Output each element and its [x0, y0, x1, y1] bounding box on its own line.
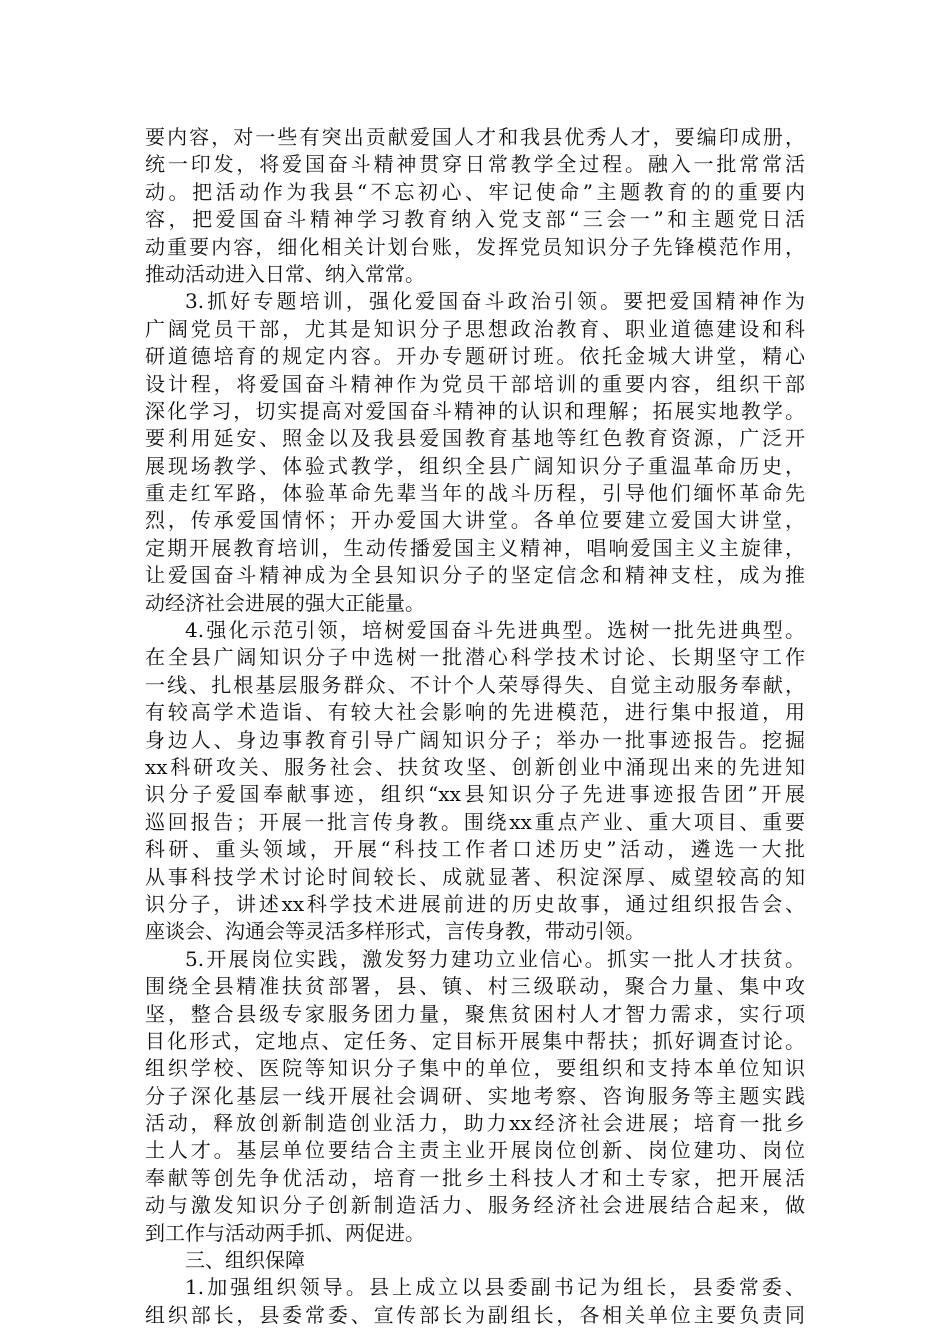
text-line: 容，把爱国奋斗精神学习教育纳入党支部“三会一”和主题党日活 — [145, 207, 805, 232]
text-line: 5.开展岗位实践，激发努力建功立业信心。抓实一批人才扶贫。 — [185, 946, 805, 971]
text-line: 动经济社会进展的强大正能量。 — [145, 590, 425, 615]
text-line: 广阔党员干部，尤其是知识分子思想政治教育、职业道德建设和科 — [145, 316, 805, 341]
text-line: 研道德培育的规定内容。开办专题研讨班。依托金城大讲堂，精心 — [145, 344, 805, 369]
text-line: 目化形式，定地点、定任务、定目标开展集中帮扶；抓好调查讨论。 — [145, 1028, 805, 1053]
text-line: 展现场教学、体验式教学，组织全县广阔知识分子重温革命历史， — [145, 453, 805, 478]
text-line: 土人才。基层单位要结合主责主业开展岗位创新、岗位建功、岗位 — [145, 1138, 805, 1163]
text-line: 有较高学术造诣、有较大社会影响的先进模范，进行集中报道，用 — [145, 700, 805, 725]
document-page — [145, 124, 805, 1329]
text-line: 统一印发，将爱国奋斗精神贯穿日常教学全过程。融入一批常常活 — [145, 152, 805, 177]
text-line: 分子深化基层一线开展社会调研、实地考察、咨询服务等主题实践 — [145, 1083, 805, 1108]
text-line: 深化学习，切实提高对爱国奋斗精神的认识和理解；拓展实地教学。 — [145, 398, 805, 423]
text-line: 动与激发知识分子创新制造活力、服务经济社会进展结合起来，做 — [145, 1193, 805, 1218]
text-line: xx科研攻关、服务社会、扶贫攻坚、创新创业中涌现出来的先进知 — [145, 754, 805, 779]
text-line: 围绕全县精准扶贫部署，县、镇、村三级联动，聚合力量、集中攻 — [145, 974, 805, 999]
text-line: 身边人、身边事教育引导广阔知识分子；举办一批事迹报告。挖掘 — [145, 727, 805, 752]
text-line: 组织部长，县委常委、宣传部长为副组长，各相关单位主要负责同 — [145, 1302, 805, 1327]
text-line: 烈，传承爱国情怀；开办爱国大讲堂。各单位要建立爱国大讲堂， — [145, 508, 805, 533]
text-line: 让爱国奋斗精神成为全县知识分子的坚定信念和精神支柱，成为推 — [145, 563, 805, 588]
text-line: 推动活动进入日常、纳入常常。 — [145, 261, 425, 286]
text-line: 识分子爱国奉献事迹，组织“xx县知识分子先进事迹报告团”开展 — [145, 782, 805, 807]
text-line: 三、组织保障 — [185, 1248, 305, 1273]
text-line: 要利用延安、照金以及我县爱国教育基地等红色教育资源，广泛开 — [145, 426, 805, 451]
text-line: 要内容，对一些有突出贡献爱国人才和我县优秀人才，要编印成册， — [145, 125, 805, 149]
text-line: 动。把活动作为我县“不忘初心、牢记使命”主题教育的的重要内 — [145, 179, 805, 204]
text-line: 识分子，讲述xx科学技术进展前进的历史故事，通过组织报告会、 — [145, 891, 805, 916]
text-line: 定期开展教育培训，生动传播爱国主义精神，唱响爱国主义主旋律， — [145, 535, 805, 560]
text-line: 重走红军路，体验革命先辈当年的战斗历程，引导他们缅怀革命先 — [145, 481, 805, 506]
text-line: 科研、重头领域，开展“科技工作者口述历史”活动，遴选一大批 — [145, 837, 805, 862]
text-line: 活动，释放创新制造创业活力，助力xx经济社会进展；培育一批乡 — [145, 1111, 805, 1136]
text-line: 坚，整合县级专家服务团力量，聚焦贫困村人才智力需求，实行项 — [145, 1001, 805, 1026]
text-line: 1.加强组织领导。县上成立以县委副书记为组长，县委常委、 — [185, 1275, 805, 1300]
text-line: 设计程，将爱国奋斗精神作为党员干部培训的重要内容，组织干部 — [145, 371, 805, 396]
text-line: 巡回报告；开展一批言传身教。围绕xx重点产业、重大项目、重要 — [145, 809, 805, 834]
text-line: 座谈会、沟通会等灵活多样形式，言传身教，带动引领。 — [145, 919, 645, 944]
text-line: 奉献等创先争优活动，培育一批乡土科技人才和土专家，把开展活 — [145, 1165, 805, 1190]
text-line: 到工作与活动两手抓、两促进。 — [145, 1220, 425, 1245]
text-line: 在全县广阔知识分子中选树一批潜心科学技术讨论、长期坚守工作 — [145, 645, 805, 670]
text-line: 一线、扎根基层服务群众、不计个人荣辱得失、自觉主动服务奉献， — [145, 672, 805, 697]
text-line: 3.抓好专题培训，强化爱国奋斗政治引领。要把爱国精神作为 — [185, 289, 805, 314]
text-line: 组织学校、医院等知识分子集中的单位，要组织和支持本单位知识 — [145, 1056, 805, 1081]
text-line: 动重要内容，细化相关计划台账，发挥党员知识分子先锋模范作用， — [145, 234, 805, 259]
text-line: 从事科技学术讨论时间较长、成就显著、积淀深厚、威望较高的知 — [145, 864, 805, 889]
text-line: 4.强化示范引领，培树爱国奋斗先进典型。选树一批先进典型。 — [185, 618, 805, 643]
